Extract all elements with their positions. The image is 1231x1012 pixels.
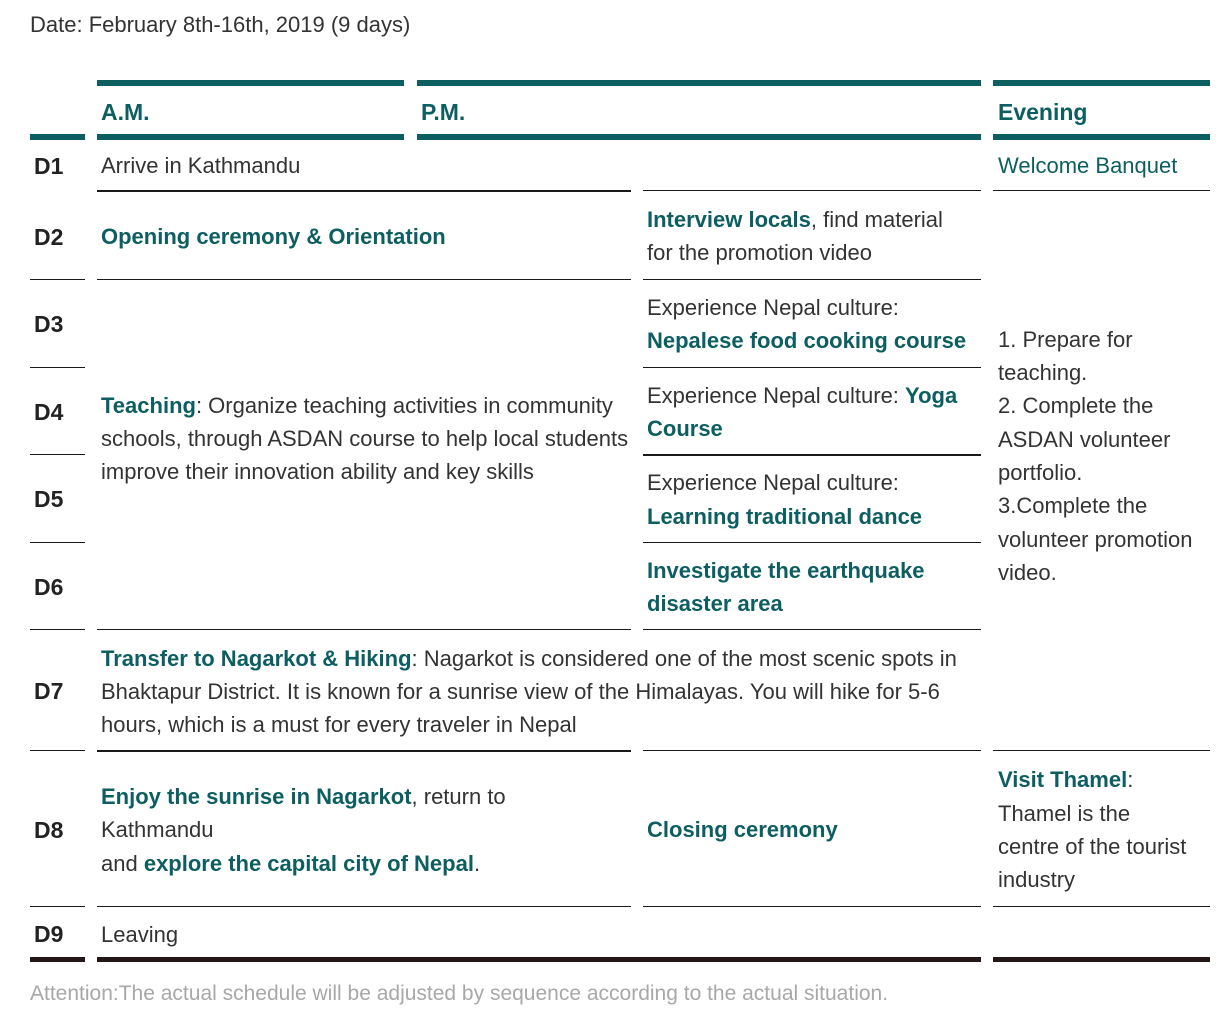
evening-header-top-bar bbox=[993, 80, 1210, 86]
row-separator bbox=[643, 279, 981, 280]
evening-block-line2: teaching. bbox=[998, 360, 1088, 385]
day-label-d3: D3 bbox=[34, 311, 64, 337]
d7-text: : Nagarkot is considered one of the most scenic spots in bbox=[411, 646, 957, 671]
d6-pm-highlight-line1: Investigate the earthquake bbox=[647, 558, 925, 583]
d8-am-highlight: Enjoy the sunrise in Nagarkot bbox=[101, 784, 412, 809]
header-evening: Evening bbox=[998, 99, 1088, 125]
day-label-d2: D2 bbox=[34, 224, 64, 250]
am-header-top-bar bbox=[97, 80, 404, 86]
teaching-block bbox=[101, 389, 633, 488]
table-bottom-bar bbox=[97, 957, 981, 962]
day-separator bbox=[30, 750, 85, 751]
d8-pm: Closing ceremony bbox=[647, 817, 838, 842]
row-separator bbox=[97, 190, 631, 192]
d7-line1 bbox=[101, 642, 957, 675]
d2-pm-rest: , find material bbox=[810, 207, 943, 232]
am-header-bottom-bar bbox=[97, 134, 404, 140]
d2-pm-highlight: Interview locals bbox=[647, 207, 811, 232]
d8-am-and: and bbox=[101, 851, 144, 876]
d4-pm-highlight: Yoga bbox=[905, 383, 958, 408]
teaching-highlight: Teaching bbox=[101, 393, 196, 418]
pm-header-top-bar bbox=[417, 80, 981, 86]
day-header-bottom-bar bbox=[30, 134, 85, 140]
day-separator bbox=[30, 367, 85, 368]
d2-pm-line1 bbox=[647, 203, 943, 236]
header-am: A.M. bbox=[101, 99, 150, 125]
pm-header-bottom-bar bbox=[417, 134, 981, 140]
evening-block-line5: portfolio. bbox=[998, 460, 1083, 485]
day-label-d4: D4 bbox=[34, 399, 64, 425]
d8-evening-line2: Thamel is the bbox=[998, 801, 1131, 826]
d4-pm-text: Experience Nepal culture: bbox=[647, 383, 906, 408]
d8-am-line3 bbox=[101, 847, 480, 880]
evening-block-line6: 3.Complete the bbox=[998, 493, 1148, 518]
d8-evening-colon: : bbox=[1127, 767, 1134, 792]
d4-pm-line1 bbox=[647, 379, 957, 412]
evening-block-line7: volunteer promotion bbox=[998, 527, 1193, 552]
d1-evening: Welcome Banquet bbox=[998, 153, 1178, 178]
d8-am-period: . bbox=[473, 851, 481, 876]
d8-evening-highlight: Visit Thamel bbox=[998, 767, 1128, 792]
row-separator bbox=[97, 279, 631, 280]
d1-am: Arrive in Kathmandu bbox=[101, 153, 301, 178]
d8-am-line1 bbox=[101, 780, 506, 813]
day-label-d6: D6 bbox=[34, 574, 64, 600]
day-label-d1: D1 bbox=[34, 153, 64, 179]
evening-header-bottom-bar bbox=[993, 134, 1210, 140]
row-separator bbox=[643, 190, 981, 191]
d2-pm-line2: for the promotion video bbox=[647, 240, 873, 265]
d8-am-text: , return to bbox=[411, 784, 506, 809]
row-separator bbox=[643, 750, 981, 751]
d7-line2: Bhaktapur District. It is known for a sunrise view of the Himalayas. You will hike for 5-6 bbox=[101, 679, 940, 704]
d6-pm-highlight-line2: disaster area bbox=[647, 591, 783, 616]
d3-pm-highlight: Nepalese food cooking course bbox=[647, 328, 967, 353]
row-separator bbox=[97, 750, 631, 752]
row-separator bbox=[643, 542, 981, 543]
attention-note: Attention:The actual schedule will be adjusted by sequence according to the actual situation. bbox=[30, 982, 889, 1005]
table-bottom-bar bbox=[993, 957, 1210, 962]
d8-evening-line1 bbox=[998, 763, 1133, 796]
day-separator bbox=[30, 629, 85, 630]
day-separator bbox=[30, 906, 85, 907]
d2-am: Opening ceremony & Orientation bbox=[101, 224, 446, 249]
d5-pm-highlight: Learning traditional dance bbox=[647, 504, 923, 529]
table-bottom-bar bbox=[30, 957, 85, 962]
row-separator bbox=[993, 190, 1210, 191]
d9-am: Leaving bbox=[101, 922, 179, 947]
evening-block-line3: 2. Complete the bbox=[998, 393, 1154, 418]
row-separator bbox=[643, 367, 981, 368]
evening-block-line1: 1. Prepare for bbox=[998, 327, 1133, 352]
row-separator bbox=[993, 750, 1210, 751]
d5-pm-line1: Experience Nepal culture: bbox=[647, 470, 899, 495]
d8-evening-line3: centre of the tourist bbox=[998, 834, 1187, 859]
d7-highlight: Transfer to Nagarkot & Hiking bbox=[101, 646, 412, 671]
d3-pm-line1: Experience Nepal culture: bbox=[647, 295, 899, 320]
row-separator bbox=[993, 906, 1210, 907]
teaching-text: : Organize teaching activities in community schools, through ASDAN course to help local students improve their innovation ability and key skills bbox=[101, 393, 629, 484]
row-separator bbox=[97, 906, 631, 907]
date-line: Date: February 8th-16th, 2019 (9 days) bbox=[30, 12, 411, 37]
d4-pm-highlight-line2: Course bbox=[647, 416, 723, 441]
day-label-d9: D9 bbox=[34, 921, 64, 947]
d8-am-line2: Kathmandu bbox=[101, 817, 214, 842]
day-separator bbox=[30, 279, 85, 280]
evening-block-line8: video. bbox=[998, 560, 1057, 585]
day-label-d8: D8 bbox=[34, 817, 64, 843]
day-separator bbox=[30, 454, 85, 455]
row-separator bbox=[643, 454, 981, 456]
day-separator bbox=[30, 542, 85, 543]
d7-line3: hours, which is a must for every traveler in Nepal bbox=[101, 712, 577, 737]
d8-evening-line4: industry bbox=[998, 867, 1076, 892]
d8-am-highlight-2: explore the capital city of Nepal bbox=[143, 851, 474, 876]
evening-block-line4: ASDAN volunteer bbox=[998, 427, 1171, 452]
day-label-d7: D7 bbox=[34, 678, 64, 704]
header-pm: P.M. bbox=[421, 99, 466, 125]
day-label-d5: D5 bbox=[34, 486, 64, 512]
row-separator bbox=[97, 629, 631, 630]
row-separator bbox=[643, 906, 981, 907]
row-separator bbox=[643, 629, 981, 630]
